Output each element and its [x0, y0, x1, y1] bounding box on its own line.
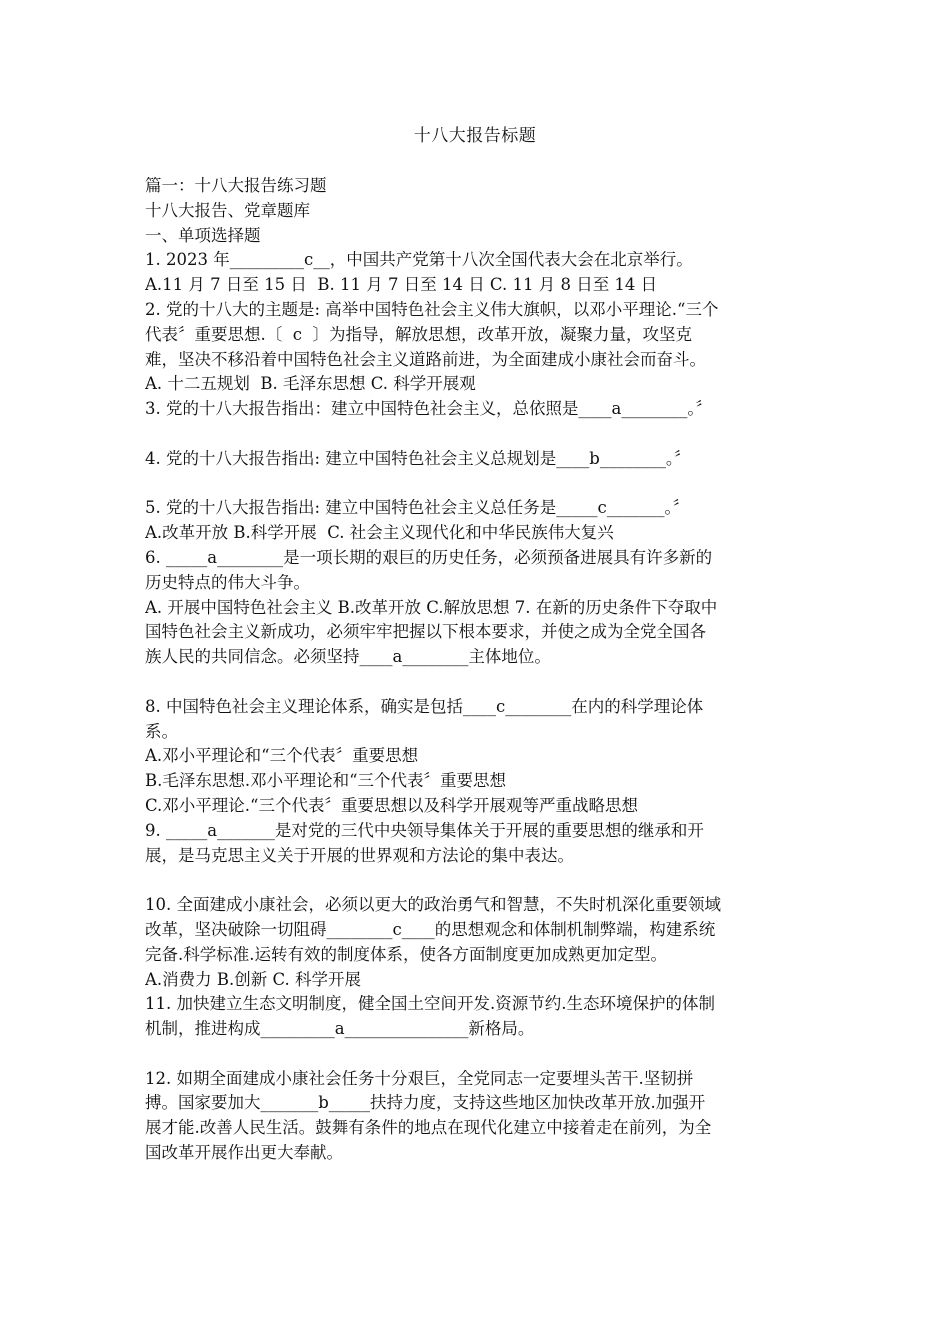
text-line: 国特色社会主义新成功，必须牢牢把握以下根本要求，并使之成为全党全国各 — [145, 622, 706, 642]
text-line: A. 十二五规划 B. 毛泽东思想 C. 科学开展观 — [145, 374, 476, 394]
text-line: 2. 党的十八大的主题是: 高举中国特色社会主义伟大旗帜，以邓小平理论.“三个 — [145, 299, 719, 319]
text-line: 8. 中国特色社会主义理论体系，确实是包括____c________在内的科学理论体 — [145, 696, 704, 716]
text-line: 代表〞重要思想.〔 c 〕为指导，解放思想，改革开放，凝聚力量，攻坚克 — [145, 324, 692, 344]
text-line: 4. 党的十八大报告指出: 建立中国特色社会主义总规划是____b________。〞 — [145, 448, 691, 468]
text-line: C.邓小平理论.“三个代表〞重要思想以及科学开展观等严重战略思想 — [145, 795, 638, 815]
document-body — [145, 174, 813, 1166]
text-line: 9. _____a_______是对党的三代中央领导集体关于开展的重要思想的继承和开 — [145, 820, 704, 840]
text-line: 一、单项选择题 — [145, 225, 261, 245]
text-line: 12. 如期全面建成小康社会任务十分艰巨，全党同志一定要埋头苦干.坚韧拼 — [145, 1068, 694, 1088]
text-line: A.改革开放 B.科学开展 C. 社会主义现代化和中华民族伟大复兴 — [145, 523, 614, 543]
text-line: B.毛泽东思想.邓小平理论和“三个代表〞重要思想 — [145, 771, 507, 791]
text-line: 5. 党的十八大报告指出: 建立中国特色社会主义总任务是_____c_______。〞 — [145, 498, 690, 518]
text-line: 机制，推进构成_________a_______________新格局。 — [145, 1019, 535, 1039]
text-line: 1. 2023 年_________c__，中国共产党第十八次全国代表大会在北京举行。 — [145, 250, 693, 270]
text-line: 系。 — [145, 721, 178, 741]
blank-line — [145, 472, 813, 497]
text-line: 展才能.改善人民生活。鼓舞有条件的地点在现代化建立中接着走在前列，为全 — [145, 1118, 712, 1138]
text-line: 改革，坚决破除一切阻碍________c____的思想观念和体制机制弊端，构建系统 — [145, 919, 716, 939]
text-line: 11. 加快建立生态文明制度，健全国土空间开发.资源节约.生态环境保护的体制 — [145, 994, 715, 1014]
text-line: 完备.科学标准.运转有效的制度体系，使各方面制度更加成熟更加定型。 — [145, 944, 667, 964]
text-line: 搏。国家要加大_______b_____扶持力度，支持这些地区加快改革开放.加强开 — [145, 1093, 706, 1113]
text-line: 难，坚决不移沿着中国特色社会主义道路前进，为全面建成小康社会而奋斗。 — [145, 349, 706, 369]
text-line: 10. 全面建成小康社会，必须以更大的政治勇气和智慧，不失时机深化重要领域 — [145, 895, 721, 915]
text-line: A.消费力 B.创新 C. 科学开展 — [145, 969, 362, 989]
text-line: A. 开展中国特色社会主义 B.改革开放 C.解放思想 7. 在新的历史条件下夺取中 — [145, 597, 718, 617]
blank-line — [145, 868, 813, 893]
text-line: 国改革开展作出更大奉献。 — [145, 1143, 343, 1163]
blank-line — [145, 670, 813, 695]
text-line: A.11 月 7 日至 15 日 B. 11 月 7 日至 14 日 C. 11 月 8 日至 14 日 — [145, 275, 658, 295]
text-line: 篇一：十八大报告练习题 — [145, 176, 327, 195]
document-title: 十八大报告标题 — [413, 126, 537, 146]
text-line: 3. 党的十八大报告指出：建立中国特色社会主义，总依照是____a________。〞 — [145, 399, 713, 419]
text-line: 族人民的共同信念。必须坚持____a________主体地位。 — [145, 647, 551, 667]
text-line: 展，是马克思主义关于开展的世界观和方法论的集中表达。 — [145, 845, 574, 865]
blank-line — [145, 422, 813, 447]
text-line: A.邓小平理论和“三个代表〞重要思想 — [145, 746, 419, 766]
blank-line — [145, 1042, 813, 1067]
text-line: 十八大报告、党章题库 — [145, 200, 310, 220]
text-line: 历史特点的伟大斗争。 — [145, 572, 310, 592]
text-line: 6. _____a________是一项长期的艰巨的历史任务，必须预备进展具有许多新的 — [145, 547, 713, 567]
